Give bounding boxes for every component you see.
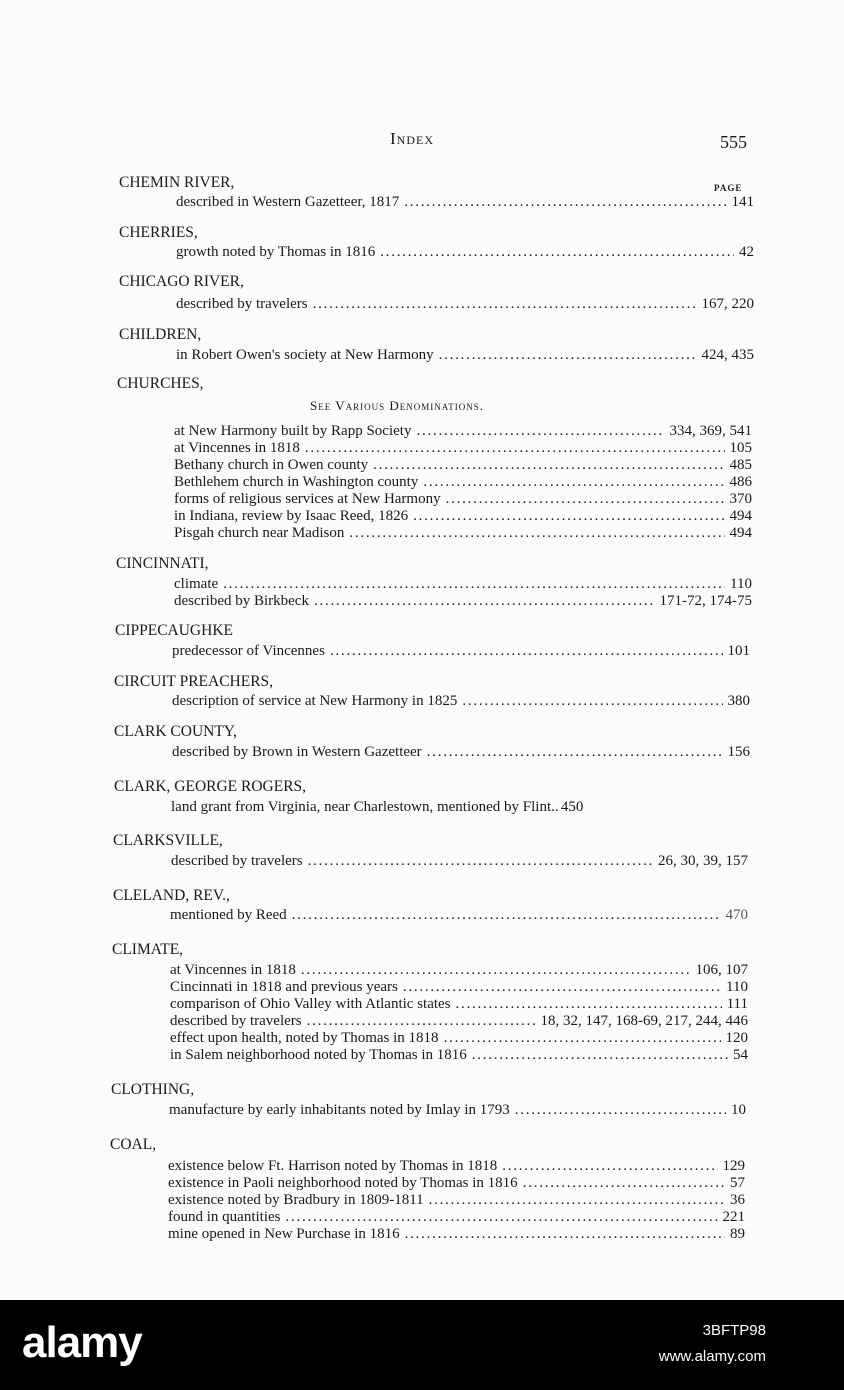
entry-text: effect upon health, noted by Thomas in 1818 [170,1030,439,1046]
entry-line [174,593,752,610]
entry-title: CINCINNATI, [116,555,209,572]
entry-line [174,474,752,491]
entry-pages: 111 [726,996,748,1012]
entry-line [172,643,750,660]
entry-pages: 141 [731,194,754,210]
entry-line [168,1158,745,1175]
dot-leader [330,643,723,660]
page-title: Index [390,129,434,148]
entry-text: mine opened in New Purchase in 1816 [168,1226,400,1242]
dot-leader [427,744,723,761]
entry-text: in Robert Owen's society at New Harmony [176,347,434,363]
entry-line [171,799,748,816]
entry-pages: 89 [730,1226,745,1242]
dot-leader [349,525,724,542]
dot-leader [444,1030,721,1047]
dot-leader [380,244,734,261]
entry-text: existence noted by Bradbury in 1809-1811 [168,1192,424,1208]
entry-text: growth noted by Thomas in 1816 [176,244,376,260]
dot-leader [301,962,691,979]
entry-text: climate [174,576,219,592]
dot-leader [439,347,697,364]
dot-leader [446,491,725,508]
dot-leader [314,593,655,610]
entry-pages: 485 [729,457,752,473]
dot-leader [423,474,724,491]
entry-text: described by travelers [176,296,308,312]
site-url: www.alamy.com [658,1348,766,1365]
image-code: 3BFTP98 [702,1322,766,1339]
dot-leader [456,996,722,1013]
entry-pages: 54 [733,1047,748,1063]
entry-title: CHILDREN, [119,326,202,343]
entry-text: Bethlehem church in Washington county [174,474,419,490]
entry-pages: 120 [725,1030,748,1046]
entry-title: CHICAGO RIVER, [119,273,244,290]
entry-title: CLARK COUNTY, [114,723,237,740]
dot-leader [404,194,726,211]
entry-line [170,1047,748,1064]
dot-leader [373,457,724,474]
entry-pages: 424, 435 [701,347,754,363]
entry-line [176,244,754,261]
dot-leader [403,979,721,996]
entry-line [176,194,754,211]
dot-leader [292,907,721,924]
entry-text: Cincinnati in 1818 and previous years [170,979,398,995]
entry-pages: 42 [739,244,754,260]
dot-leader [416,423,664,440]
entry-line [170,979,748,996]
entry-line [168,1192,745,1209]
entry-pages: 129 [722,1158,745,1174]
entry-text: mentioned by Reed [170,907,287,923]
dot-leader [286,1209,718,1226]
page-column-label: PAGE [714,183,743,193]
entry-line [174,576,752,593]
entry-pages: 156 [727,744,750,760]
entry-text: described by Brown in Western Gazetteer [172,744,422,760]
entry-pages: 36 [730,1192,745,1208]
entry-line [168,1226,745,1243]
entry-text: description of service at New Harmony in 1825 [172,693,458,709]
entry-line [174,508,752,525]
entry-title: CIRCUIT PREACHERS, [114,673,274,690]
entry-text: at Vincennes in 1818 [174,440,300,456]
entry-title: CHURCHES, [117,375,204,392]
entry-pages: 334, 369, 541 [669,423,752,439]
dot-leader [515,1102,726,1119]
entry-line [170,996,748,1013]
entry-line [174,525,752,542]
entry-pages: 167, 220 [701,296,754,312]
entry-line [168,1175,745,1192]
entry-pages: 494 [729,525,752,541]
entry-text: manufacture by early inhabitants noted by Imlay in 1793 [169,1102,510,1118]
entry-pages: 370 [729,491,752,507]
entry-text: predecessor of Vincennes [172,643,325,659]
entry-text: found in quantities [168,1209,281,1225]
entry-text: described by travelers [171,853,303,869]
entry-pages: 110 [726,979,748,995]
entry-pages: 380 [727,693,750,709]
entry-pages: 10 [731,1102,746,1118]
entry-pages: 106, 107 [695,962,748,978]
entry-text: at Vincennes in 1818 [170,962,296,978]
entry-pages: 105 [729,440,752,456]
entry-text: land grant from Virginia, near Charlestown, mentioned by Flint. [171,799,555,815]
dot-leader [462,693,722,710]
entry-line [172,693,750,710]
entry-line [168,1209,745,1226]
entry-title: CLOTHING, [111,1081,195,1098]
dot-leader [307,1013,536,1030]
entry-pages: 18, 32, 147, 168-69, 217, 244, 446 [540,1013,748,1029]
dot-leader [429,1192,725,1209]
page-number: 555 [720,132,747,152]
entry-text: existence in Paoli neighborhood noted by Thomas in 1816 [168,1175,518,1191]
entry-pages: 171-72, 174-75 [659,593,752,609]
dot-leader [305,440,725,457]
dot-leader [223,576,725,593]
dot-leader [313,296,697,313]
entry-text: Pisgah church near Madison [174,525,345,541]
entry-title: CLARKSVILLE, [113,832,223,849]
dot-leader [405,1226,725,1243]
entry-title: COAL, [110,1136,157,1153]
watermark-banner [0,1300,844,1390]
entry-text: described in Western Gazetteer, 1817 [176,194,400,210]
entry-pages: 57 [730,1175,745,1191]
alamy-logo: alamy [22,1318,142,1367]
entry-line [176,296,754,313]
entry-text: in Indiana, review by Isaac Reed, 1826 [174,508,409,524]
entry-text: Bethany church in Owen county [174,457,369,473]
entry-line [170,1013,748,1030]
entry-pages: 101 [727,643,750,659]
dot-leader [413,508,724,525]
entry-pages: 221 [722,1209,745,1225]
entry-text: forms of religious services at New Harmony [174,491,441,507]
entry-line [174,440,752,457]
entry-line [170,962,748,979]
entry-title: CLARK, GEORGE ROGERS, [114,778,307,795]
entry-pages: 26, 30, 39, 157 [658,853,748,869]
entry-title: CLIMATE, [112,941,184,958]
entry-line [174,423,752,440]
dot-leader [472,1047,728,1064]
see-also-note: See Various Denominations. [310,398,485,413]
entry-title: CIPPECAUGHKE [115,622,233,639]
entry-line [176,347,754,364]
entry-title: CHERRIES, [119,224,198,241]
entry-line [174,457,752,474]
entry-text: at New Harmony built by Rapp Society [174,423,412,439]
entry-line [169,1102,746,1119]
entry-text: comparison of Ohio Valley with Atlantic states [170,996,451,1012]
entry-title: CLELAND, REV., [113,887,230,904]
entry-text: described by Birkbeck [174,593,309,609]
entry-line [170,1030,748,1047]
entry-line [174,491,752,508]
dot-leader [308,853,653,870]
entry-pages: 494 [729,508,752,524]
entry-text: described by travelers [170,1013,302,1029]
entry-pages: 486 [729,474,752,490]
entry-title: CHEMIN RIVER, [119,174,235,191]
entry-line [170,907,748,924]
dot-leader [523,1175,725,1192]
entry-line [172,744,750,761]
entry-pages: 110 [730,576,752,592]
entry-pages: 470 [725,907,748,923]
entry-text: in Salem neighborhood noted by Thomas in 1816 [170,1047,467,1063]
entry-text: existence below Ft. Harrison noted by Thomas in 1818 [168,1158,498,1174]
entry-pages: 450 [560,799,584,815]
entry-line [171,853,748,870]
dot-leader [502,1158,717,1175]
